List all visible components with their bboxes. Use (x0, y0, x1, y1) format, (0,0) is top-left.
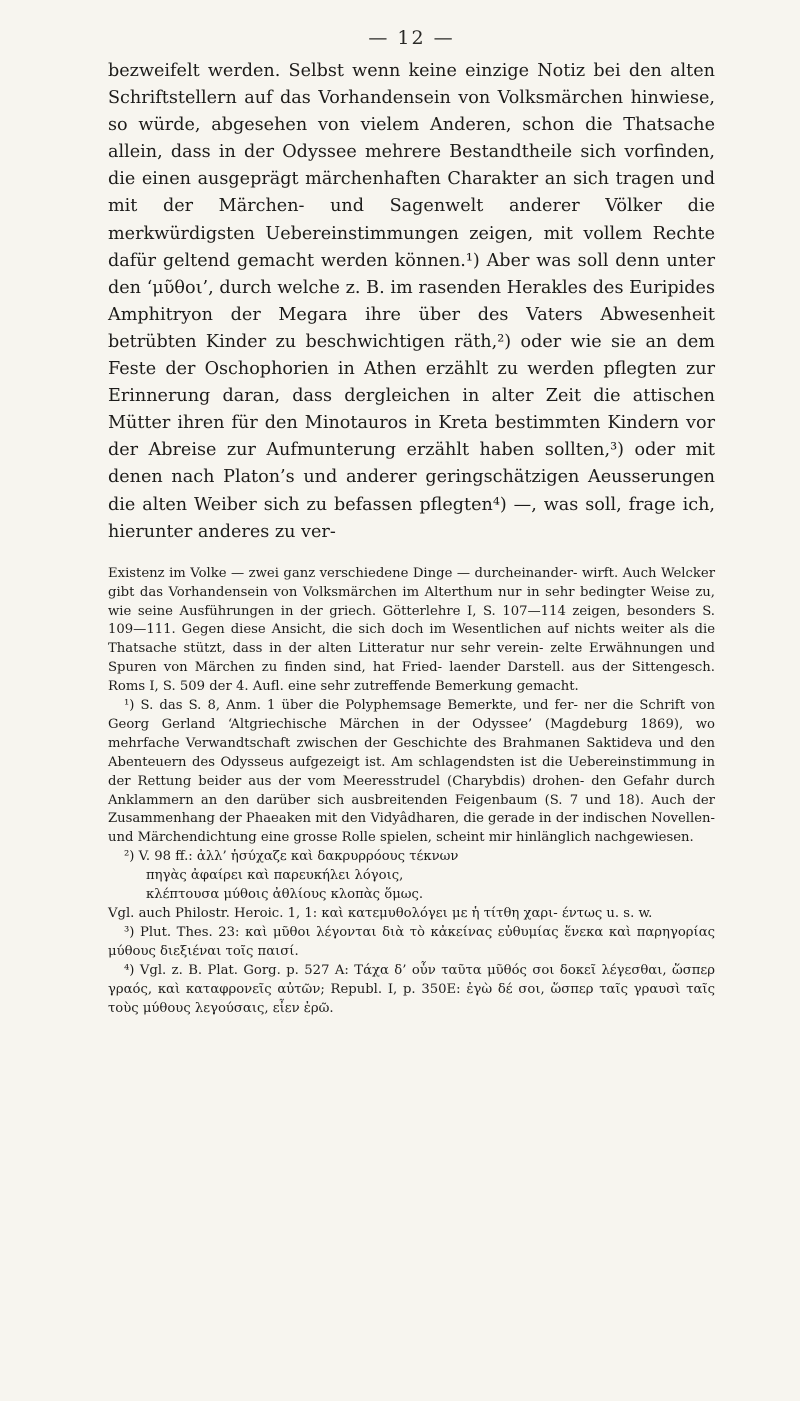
footnote-2-greek-line-1: πηγὰς ἀφαίρει καὶ παρευκήλει λόγοις, (146, 868, 404, 884)
footnote-4: ⁴) Vgl. z. B. Plat. Gorg. p. 527 A: Τάχα δ’ οὖν ταῦτα μῦθός σοι δοκεῖ λέγεσθαι, ὥσπερ γραός, καὶ καταφρονεῖς αὐτῶν; Republ. I, p. 350E: ἐγὼ δέ σοι, ὥσπερ ταῖς γραυσὶ ταῖς τοὺς μύθους λεγούσαις, εἶεν ἐρῶ. (108, 962, 715, 1016)
footnote-2-see-also: Vgl. auch Philostr. Heroic. 1, 1: καὶ κατεμυθολόγει με ἡ τίτθη χαρι- έντως u. s. w. (108, 906, 653, 921)
book-page (108, 18, 715, 1018)
footnote-2-greek-line-2: κλέπτουσα μύθοις ἀθλίους κλοπὰς ὅμως. (146, 887, 424, 903)
footnote-continuation: Existenz im Volke — zwei ganz verschiedene Dinge — durcheinander- wirft. Auch Welcker gibt das Vorhandensein von Volksmärchen im Alterthum nur in sehr bedingter Weise zu, wie seine Ausführungen in der griech. Götterlehre I, S. 107—114 zeigen, besonders S. 109—111. Gegen diese Ansicht, die sich doch im Wesentlichen auf nichts weiter als die Thatsache stützt, dass in der alten Litteratur nur sehr verein- zelte Erwähnungen und Spuren von Märchen zu finden sind, hat Fried- laender Darstell. aus der Sittengesch. Roms I, S. 509 der 4. Aufl. eine sehr zutreffende Bemerkung gemacht. (108, 565, 715, 695)
main-body-text: bezweifelt werden. Selbst wenn keine einzige Notiz bei den alten Schriftstellern auf das Vorhandensein von Volksmärchen hinwiese, so würde, abgesehen von vielem Anderen, schon die Thatsache allein, dass in der Odyssee mehrere Bestandtheile sich vorfinden, die einen ausgeprägt märchenhaften Charakter an sich tragen und mit der Märchen- und Sagenwelt anderer Völker die merkwürdigsten Uebereinstimmungen zeigen, mit vollem Rechte dafür geltend gemacht werden können.¹) Aber was soll denn unter den ʻμῦθοι’, durch welche z. B. im rasenden Herakles des Euripides Amphitryon der Megara ihre über des Vaters Abwesenheit betrübten Kinder zu beschwichtigen räth,²) oder wie sie an dem Feste der Oschophorien in Athen erzählt zu werden pflegten zur Erinnerung daran, dass dergleichen in alter Zeit die attischen Mütter ihren für den Minotauros in Kreta bestimmten Kindern vor der Abreise zur Aufmunterung erzählt haben sollten,³) oder mit denen nach Platon’s und anderer geringschätzigen Aeusserungen die alten Weiber sich zu befassen pflegten⁴) —, was soll, frage ich, hierunter anderes zu ver- (108, 61, 715, 542)
footnotes (108, 565, 715, 1019)
footnote-1: ¹) S. das S. 8, Anm. 1 über die Polyphemsage Bemerkte, und fer- ner die Schrift von Georg Gerland ʻAltgriechische Märchen in der Odyssee’ (Magdeburg 1869), wo mehrfache Verwandtschaft zwischen der Geschichte des Brahmanen Saktideva und den Abenteuern des Odysseus aufgezeigt ist. Am schlagendsten ist die Uebereinstimmung in der Rettung beider aus der vom Meeresstrudel (Charybdis) drohen- den Gefahr durch Anklammern an den darüber sich ausbreitenden Feigenbaum (S. 7 und 18). Auch der Zusammenhang der Phaeaken mit den Vidyâdharen, die gerade in der indischen Novellen- und Märchendichtung eine grosse Rolle spielen, scheint mir hinlänglich nachgewiesen. (108, 698, 715, 846)
footnote-2-reference: ²) V. 98 ff.: ἀλλ’ ἡσύχαζε καὶ δακρυρρόους τέκνων (124, 849, 459, 865)
footnote-3: ³) Plut. Thes. 23: καὶ μῦθοι λέγονται διὰ τὸ κἀκείνας εὐθυμίας ἕνεκα καὶ παρηγορίας μύθους διεξιέναι τοῖς παισί. (108, 924, 715, 959)
page-number: — 12 — (368, 27, 455, 49)
